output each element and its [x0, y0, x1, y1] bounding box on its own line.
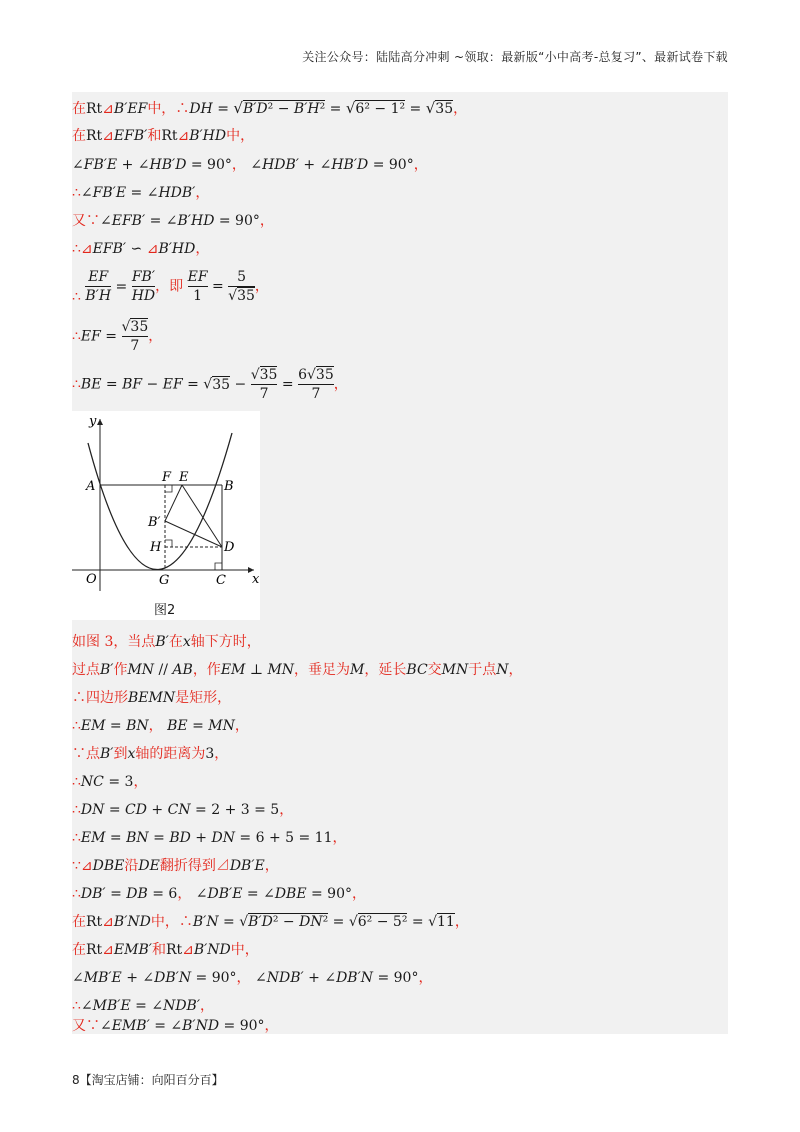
label-x: x — [252, 572, 260, 587]
label-B: B — [224, 479, 234, 494]
right-angle-C — [215, 563, 222, 570]
y-axis-arrow — [97, 419, 103, 425]
parabola-diagram — [72, 411, 260, 601]
label-D: D — [224, 540, 235, 555]
solution-content — [72, 92, 728, 1034]
solution-line: ∵点B′到x轴的距离为3， — [72, 746, 229, 762]
solution-line: ∴⊿EFB′ ∽ ⊿B′HD， — [72, 241, 210, 257]
page-header: 关注公众号：陆陆高分冲刺 ~领取：最新版“小中高考-总复习”、最新试卷下载 — [302, 50, 728, 64]
solution-line: ∴EM = BN， BE = MN， — [72, 718, 249, 734]
right-angle-F — [165, 485, 172, 492]
label-O: O — [86, 572, 97, 587]
solution-line: 又∵∠EMB′ = ∠B′ND = 90°， — [72, 1018, 279, 1034]
solution-line: 如图 3，当点B′在x轴下方时， — [72, 634, 261, 650]
right-angle-H — [165, 540, 172, 547]
solution-line: ∴ $\frac{EF}{B'H}$ = $\frac{FB'}{HD}$ ，即 $\frac{EF}{1}$ = $\frac{5}{√35}$ ， — [72, 269, 269, 305]
solution-line: ∴DB′ = DB = 6， ∠DB′E = ∠DBE = 90°， — [72, 886, 366, 902]
solution-line: ∴四边形BEMN是矩形， — [72, 690, 232, 706]
label-C: C — [216, 573, 226, 588]
solution-line: ∴BE = BF − EF = √35 − $\frac{√35}{7}$ = $\frac{6√35}{7}$ ， — [72, 367, 348, 402]
solution-line: ∵⊿DBE沿DE翻折得到⊿DB′E， — [72, 858, 279, 874]
solution-line: 在Rt⊿B′EF中，∴DH = √B′D² − B′H² = √6² − 1² = √35， — [72, 99, 468, 117]
solution-line: ∴NC = 3， — [72, 774, 148, 790]
solution-line: 过点B′作MN // AB，作EM ⊥ MN，垂足为M，延长BC交MN于点N， — [72, 662, 523, 678]
label-Bp: B′ — [148, 515, 161, 530]
solution-line: 又∵∠EFB′ = ∠B′HD = 90°， — [72, 213, 274, 229]
figure-caption: 图2 — [154, 603, 176, 618]
solution-line: 在Rt⊿EFB′和Rt⊿B′HD中， — [72, 128, 255, 144]
solution-line: ∴EF = $\frac{√35}{7}$ ， — [72, 319, 163, 354]
label-E: E — [179, 470, 189, 485]
segment-EBp — [165, 485, 182, 521]
solution-line: ∴∠MB′E = ∠NDB′， — [72, 998, 215, 1014]
label-y: y — [89, 414, 97, 429]
figure-2 — [72, 411, 260, 620]
solution-line: ∴∠FB′E = ∠HDB′， — [72, 185, 210, 201]
solution-line: 在Rt⊿B′ND中，∴B′N = √B′D² − DN² = √6² − 5² = √11， — [72, 914, 469, 930]
label-G: G — [159, 573, 170, 588]
solution-line: ∠MB′E + ∠DB′N = 90°， ∠NDB′ + ∠DB′N = 90°， — [72, 970, 433, 986]
label-H: H — [150, 540, 162, 555]
solution-line: ∴EM = BN = BD + DN = 6 + 5 = 11， — [72, 830, 347, 846]
label-A: A — [86, 479, 96, 494]
page-footer: 8【淘宝店铺：向阳百分百】 — [72, 1073, 224, 1087]
solution-line: ∠FB′E + ∠HB′D = 90°， ∠HDB′ + ∠HB′D = 90°， — [72, 157, 428, 173]
solution-line: ∴DN = CD + CN = 2 + 3 = 5， — [72, 802, 294, 818]
label-F: F — [162, 470, 172, 485]
solution-line: 在Rt⊿EMB′和Rt⊿B′ND中， — [72, 942, 259, 958]
